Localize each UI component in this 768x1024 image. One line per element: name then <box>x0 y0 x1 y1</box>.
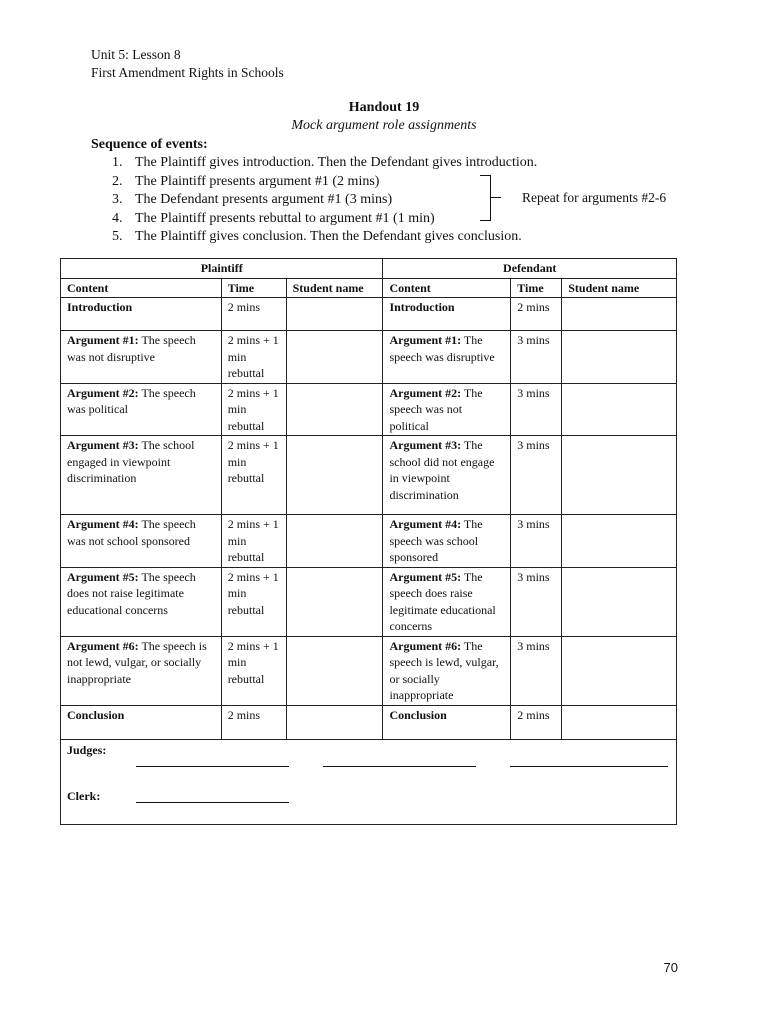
defendant-student-name[interactable] <box>562 331 677 384</box>
defendant-time: 3 mins <box>511 515 562 568</box>
side-header-row <box>61 259 677 279</box>
sequence-title: Sequence of events: <box>91 137 208 152</box>
plaintiff-content <box>61 636 222 705</box>
plaintiff-time: 2 mins <box>221 298 286 331</box>
step-text: The Plaintiff presents argument #1 (2 mins) <box>135 173 380 189</box>
plaintiff-student-name[interactable] <box>286 331 383 384</box>
argument-text: The speech is not lewd, vulgar, or socially inappropriate <box>67 638 207 686</box>
table-row <box>61 383 677 436</box>
defendant-student-name[interactable] <box>562 636 677 705</box>
defendant-student-name[interactable] <box>562 515 677 568</box>
handout-subtitle: Mock argument role assignments <box>291 118 477 133</box>
defendant-student-name[interactable] <box>562 298 677 331</box>
plaintiff-content <box>61 515 222 568</box>
col-student: Student name <box>562 278 677 298</box>
repeat-note: Repeat for arguments #2-6 <box>522 190 667 205</box>
argument-label: Argument #6: <box>67 638 139 653</box>
role-assignment-table <box>60 258 677 825</box>
col-time: Time <box>221 278 286 298</box>
defendant-time: 3 mins <box>511 436 562 515</box>
sequence-list <box>112 154 537 247</box>
col-time: Time <box>511 278 562 298</box>
defendant-student-name[interactable] <box>562 383 677 436</box>
step-number: 3. <box>112 192 123 207</box>
sequence-step <box>112 173 537 192</box>
argument-text: The speech does raise legitimate educational concerns <box>389 569 496 633</box>
clerk-line[interactable] <box>136 802 289 803</box>
defendant-content <box>383 705 511 739</box>
argument-label: Argument #3: <box>67 438 139 452</box>
argument-label: Argument #2: <box>389 385 462 400</box>
argument-text: The speech was not political <box>389 385 483 433</box>
defendant-student-name[interactable] <box>562 705 677 739</box>
plaintiff-time: 2 mins + 1 min rebuttal <box>221 383 286 436</box>
argument-label: Argument #1: <box>67 333 139 347</box>
plaintiff-student-name[interactable] <box>286 383 383 436</box>
step-number: 5. <box>112 229 123 244</box>
argument-text: The speech was school sponsored <box>389 517 483 564</box>
clerk-label: Clerk: <box>67 788 101 803</box>
plaintiff-time: 2 mins + 1 min rebuttal <box>221 636 286 705</box>
argument-text: The speech was not school sponsored <box>67 517 196 548</box>
signature-cell <box>61 739 677 824</box>
plaintiff-content <box>61 705 222 739</box>
step-number: 2. <box>112 173 123 189</box>
defendant-content <box>383 298 511 331</box>
argument-label: Argument #5: <box>389 569 462 584</box>
defendant-header: Defendant <box>383 259 677 279</box>
table-row <box>61 331 677 384</box>
table-row <box>61 636 677 705</box>
sequence-step <box>112 154 537 173</box>
step-text: The Plaintiff presents rebuttal to argument #1 (1 min) <box>135 210 435 226</box>
plaintiff-time: 2 mins + 1 min rebuttal <box>221 331 286 384</box>
plaintiff-content <box>61 383 222 436</box>
argument-text: The speech was disruptive <box>389 333 495 364</box>
plaintiff-time: 2 mins + 1 min rebuttal <box>221 436 286 515</box>
table-row <box>61 705 677 739</box>
argument-label: Argument #1: <box>389 333 462 347</box>
plaintiff-content <box>61 567 222 636</box>
plaintiff-student-name[interactable] <box>286 515 383 568</box>
judge-line-2[interactable] <box>323 766 476 767</box>
step-number: 4. <box>112 210 123 226</box>
argument-text: The school did not engage in viewpoint discrimination <box>389 438 495 502</box>
defendant-content <box>383 515 511 568</box>
judge-line-1[interactable] <box>136 766 289 767</box>
plaintiff-student-name[interactable] <box>286 705 383 739</box>
step-text: The Defendant presents argument #1 (3 mins) <box>135 192 393 207</box>
judges-label: Judges: <box>67 742 107 757</box>
defendant-time: 3 mins <box>511 383 562 436</box>
signature-row <box>61 739 677 824</box>
defendant-time: 3 mins <box>511 567 562 636</box>
table-row <box>61 436 677 515</box>
col-student: Student name <box>286 278 383 298</box>
defendant-content <box>383 636 511 705</box>
argument-text: The school engaged in viewpoint discrimination <box>67 438 195 485</box>
handout-title: Handout 19 <box>348 100 420 115</box>
argument-text: The speech is lewd, vulgar, or socially inappropriate <box>389 638 499 702</box>
sequence-step <box>112 228 537 247</box>
argument-label: Introduction <box>389 300 455 314</box>
argument-text: The speech was political <box>67 385 196 416</box>
unit-label: Unit 5: Lesson 8 <box>91 47 181 62</box>
plaintiff-header: Plaintiff <box>61 259 383 279</box>
sequence-step <box>112 210 537 229</box>
step-text: The Plaintiff gives conclusion. Then the Defendant gives conclusion. <box>135 229 522 244</box>
column-header-row <box>61 278 677 298</box>
plaintiff-student-name[interactable] <box>286 298 383 331</box>
course-label: First Amendment Rights in Schools <box>91 65 284 80</box>
defendant-time: 3 mins <box>511 331 562 384</box>
argument-text: The speech does not raise legitimate educational concerns <box>67 569 196 617</box>
argument-label: Argument #2: <box>67 385 139 400</box>
judge-line-3[interactable] <box>510 766 668 767</box>
plaintiff-content <box>61 331 222 384</box>
argument-label: Argument #6: <box>389 638 462 653</box>
plaintiff-student-name[interactable] <box>286 567 383 636</box>
plaintiff-student-name[interactable] <box>286 436 383 515</box>
table-row <box>61 567 677 636</box>
plaintiff-content <box>61 298 222 331</box>
defendant-content <box>383 436 511 515</box>
plaintiff-time: 2 mins <box>221 705 286 739</box>
argument-label: Conclusion <box>389 707 447 722</box>
defendant-student-name[interactable] <box>562 567 677 636</box>
argument-text: The speech was not disruptive <box>67 333 196 364</box>
unit-heading <box>91 46 284 82</box>
argument-label: Argument #5: <box>67 569 139 584</box>
argument-label: Introduction <box>67 300 133 314</box>
defendant-student-name[interactable] <box>562 436 677 515</box>
argument-label: Conclusion <box>67 707 125 722</box>
defendant-content <box>383 331 511 384</box>
argument-label: Argument #4: <box>67 517 139 531</box>
defendant-time: 2 mins <box>511 298 562 331</box>
plaintiff-time: 2 mins + 1 min rebuttal <box>221 567 286 636</box>
defendant-time: 3 mins <box>511 636 562 705</box>
plaintiff-content <box>61 436 222 515</box>
page-number: 70 <box>663 960 678 975</box>
plaintiff-student-name[interactable] <box>286 636 383 705</box>
col-content: Content <box>61 278 222 298</box>
argument-label: Argument #3: <box>389 438 462 452</box>
argument-label: Argument #4: <box>389 517 462 531</box>
bracket-tick <box>491 197 501 198</box>
plaintiff-time: 2 mins + 1 min rebuttal <box>221 515 286 568</box>
defendant-content <box>383 567 511 636</box>
bracket <box>480 175 491 221</box>
step-text: The Plaintiff gives introduction. Then the Defendant gives introduction. <box>135 155 538 170</box>
table-row <box>61 298 677 331</box>
table-row <box>61 515 677 568</box>
defendant-time: 2 mins <box>511 705 562 739</box>
sequence-step <box>112 191 537 210</box>
defendant-content <box>383 383 511 436</box>
col-content: Content <box>383 278 511 298</box>
step-number: 1. <box>112 155 123 170</box>
